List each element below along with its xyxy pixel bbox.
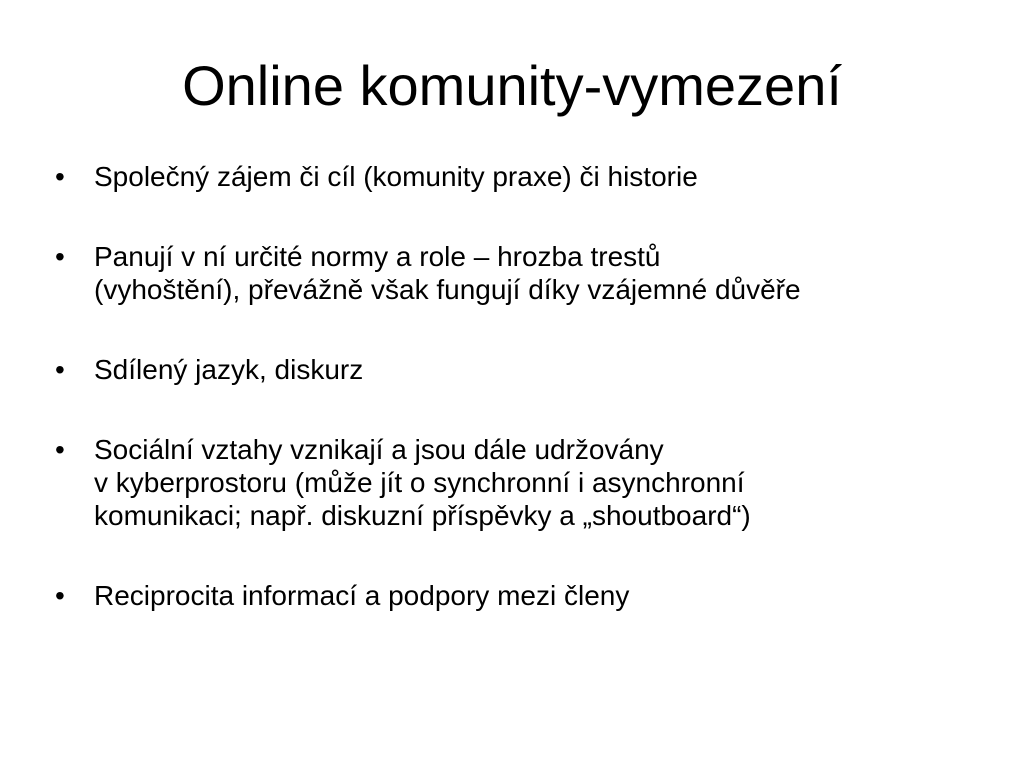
bullet-text-line: Sdílený jazyk, diskurz: [94, 354, 364, 385]
bullet-marker: •: [55, 434, 65, 465]
bullet-marker: •: [55, 354, 65, 385]
slide-title: Online komunity-vymezení: [182, 54, 842, 117]
bullet-text-line: Sociální vztahy vznikají a jsou dále udržovány: [94, 434, 664, 465]
bullet-item: [55, 353, 995, 386]
bullet-text-line: v kyberprostoru (může jít o synchronní i asynchronní: [94, 467, 745, 498]
bullet-text-line: Panují v ní určité normy a role – hrozba trestů: [94, 241, 661, 272]
bullet-text-line: Reciprocita informací a podpory mezi členy: [94, 580, 630, 611]
bullet-text-line: (vyhoštění), převážně však fungují díky vzájemné důvěře: [94, 274, 801, 305]
bullet-item: [55, 160, 995, 193]
bullet-marker: •: [55, 580, 65, 611]
bullet-marker: •: [55, 241, 65, 272]
bullet-marker: •: [55, 161, 65, 192]
bullet-text-line: Společný zájem či cíl (komunity praxe) či historie: [94, 161, 698, 192]
bullet-list: [55, 160, 995, 659]
bullet-item: [55, 240, 995, 306]
bullet-item: [55, 579, 995, 612]
bullet-text-line: komunikaci; např. diskuzní příspěvky a „shoutboard“): [94, 500, 751, 531]
bullet-item: [55, 433, 995, 532]
